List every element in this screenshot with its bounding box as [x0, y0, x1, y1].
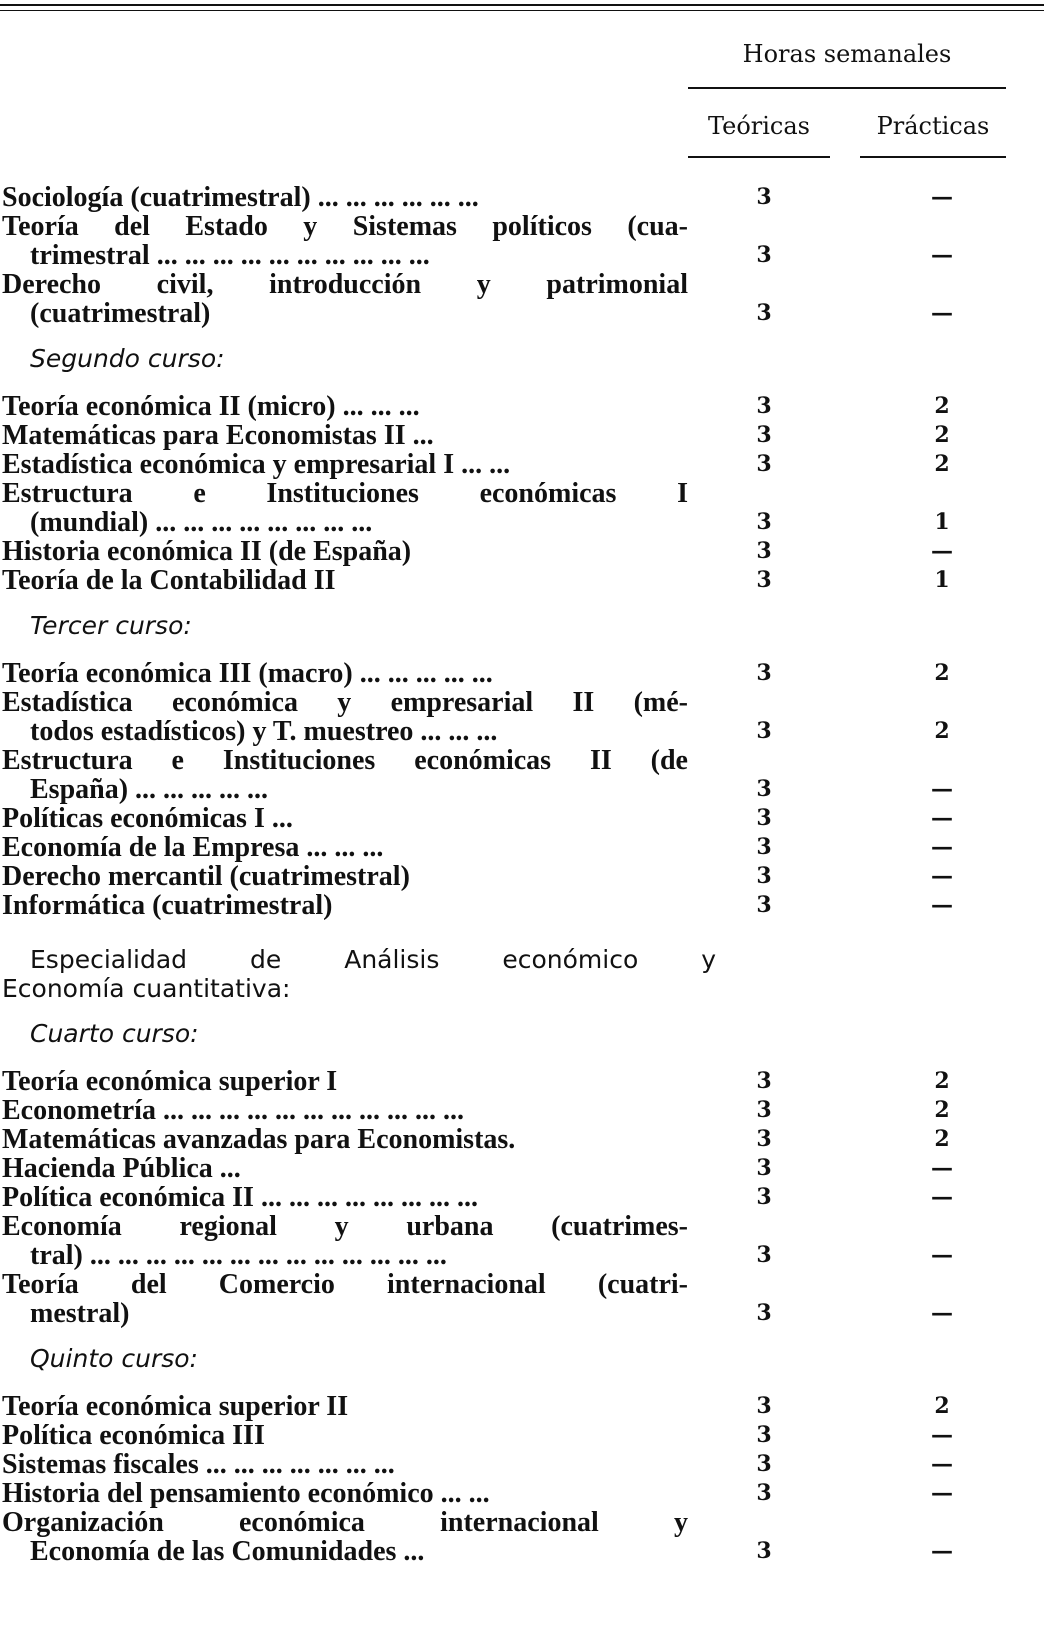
- subject-name: Historia del pensamiento económico ... ...: [2, 1479, 490, 1508]
- practicas-hours: 2: [934, 393, 950, 419]
- course-heading: Cuarto curso:: [30, 1019, 199, 1048]
- practicas-hours: 2: [934, 1126, 950, 1152]
- course-heading: Quinto curso:: [30, 1344, 198, 1373]
- teoricas-hours: 3: [756, 1097, 772, 1123]
- subject-name: Historia económica II (de España): [2, 537, 412, 566]
- table-row: [2, 270, 1006, 328]
- practicas-rule: [860, 156, 1006, 158]
- practicas-hours: —: [931, 834, 953, 860]
- practicas-hours: —: [931, 863, 953, 889]
- teoricas-hours: 3: [756, 567, 772, 593]
- practicas-hours: 2: [934, 1097, 950, 1123]
- subject-name: Economía regional y urbana (cuatrimes-: [2, 1212, 688, 1241]
- teoricas-hours: 3: [756, 1538, 772, 1564]
- subject-name: Teoría económica III (macro) ... ... ... ... ...: [2, 659, 493, 688]
- subject-name: Informática (cuatrimestral): [2, 891, 333, 920]
- table-row: [2, 862, 1006, 891]
- subject-name: trimestral ... ... ... ... ... ... ... ... ... ...: [30, 241, 430, 270]
- table-row: [2, 659, 1006, 688]
- practicas-hours: —: [931, 538, 953, 564]
- subject-name: todos estadísticos) y T. muestreo ... ... ...: [30, 717, 498, 746]
- subject-name: Estructura e Instituciones económicas II (de: [2, 746, 688, 775]
- practicas-hours: —: [931, 805, 953, 831]
- table-row: [2, 1067, 1006, 1096]
- subject-name: (cuatrimestral): [30, 299, 211, 328]
- practicas-header: Prácticas: [876, 112, 990, 140]
- teoricas-hours: 3: [756, 509, 772, 535]
- subject-name: Teoría económica II (micro) ... ... ...: [2, 392, 420, 421]
- table-row: [2, 183, 1006, 212]
- subject-name: Teoría económica superior I: [2, 1067, 338, 1096]
- practicas-hours: 2: [934, 451, 950, 477]
- teoricas-hours: 3: [756, 863, 772, 889]
- table-row: [2, 1183, 1006, 1212]
- practicas-hours: 2: [934, 718, 950, 744]
- practicas-hours: —: [931, 184, 953, 210]
- practicas-hours: —: [931, 1538, 953, 1564]
- practicas-hours: —: [931, 1480, 953, 1506]
- subject-name: mestral): [30, 1299, 130, 1328]
- practicas-hours: 2: [934, 1068, 950, 1094]
- table-row: [2, 1125, 1006, 1154]
- practicas-hours: 2: [934, 422, 950, 448]
- subject-name: Política económica II ... ... ... ... ... ... ... ...: [2, 1183, 478, 1212]
- practicas-hours: —: [931, 1155, 953, 1181]
- practicas-hours: 1: [934, 509, 950, 535]
- subject-name: Economía de la Empresa ... ... ...: [2, 833, 384, 862]
- teoricas-hours: 3: [756, 422, 772, 448]
- course-table: [2, 183, 1006, 1566]
- table-row: [2, 450, 1006, 479]
- subject-name: Teoría del Comercio internacional (cuatri-: [2, 1270, 688, 1299]
- practicas-hours: —: [931, 1184, 953, 1210]
- subject-name: Sociología (cuatrimestral) ... ... ... ... ... ...: [2, 183, 479, 212]
- table-row: [2, 1450, 1006, 1479]
- practicas-hours: 2: [934, 1393, 950, 1419]
- practicas-hours: —: [931, 1422, 953, 1448]
- subject-name: Teoría económica superior II: [2, 1392, 349, 1421]
- teoricas-hours: 3: [756, 1126, 772, 1152]
- course-heading: Segundo curso:: [30, 344, 225, 373]
- subject-name: Estadística económica y empresarial I ... ...: [2, 450, 511, 479]
- table-row: [2, 392, 1006, 421]
- subject-name: tral) ... ... ... ... ... ... ... ... ... ... ... ... ...: [30, 1241, 447, 1270]
- subject-name: Teoría de la Contabilidad II: [2, 566, 336, 595]
- table-row: [2, 212, 1006, 270]
- subject-name: Teoría del Estado y Sistemas políticos (cua-: [2, 212, 688, 241]
- subject-name: Política económica III: [2, 1421, 265, 1450]
- teoricas-hours: 3: [756, 1242, 772, 1268]
- teoricas-hours: 3: [756, 393, 772, 419]
- teoricas-hours: 3: [756, 1422, 772, 1448]
- table-row: [2, 1421, 1006, 1450]
- table-row: [2, 1154, 1006, 1183]
- table-row: [2, 1096, 1006, 1125]
- teoricas-hours: 3: [756, 451, 772, 477]
- practicas-hours: —: [931, 300, 953, 326]
- subject-name: Matemáticas avanzadas para Economistas.: [2, 1125, 516, 1154]
- table-row: [2, 1212, 1006, 1270]
- table-row: [2, 804, 1006, 833]
- table-row: [2, 1479, 1006, 1508]
- teoricas-hours: 3: [756, 1300, 772, 1326]
- teoricas-hours: 3: [756, 660, 772, 686]
- course-heading: Tercer curso:: [30, 611, 192, 640]
- table-row: [2, 1392, 1006, 1421]
- subject-name: Sistemas fiscales ... ... ... ... ... ... ...: [2, 1450, 395, 1479]
- teoricas-hours: 3: [756, 184, 772, 210]
- practicas-hours: —: [931, 1300, 953, 1326]
- table-row: [2, 537, 1006, 566]
- teoricas-rule: [688, 156, 830, 158]
- teoricas-hours: 3: [756, 1184, 772, 1210]
- subject-name: Estadística económica y empresarial II (mé-: [2, 688, 688, 717]
- teoricas-hours: 3: [756, 1068, 772, 1094]
- subject-name: Econometría ... ... ... ... ... ... ... ... ... ... ...: [2, 1096, 464, 1125]
- subject-name: (mundial) ... ... ... ... ... ... ... ...: [30, 508, 373, 537]
- teoricas-hours: 3: [756, 834, 772, 860]
- practicas-hours: —: [931, 1451, 953, 1477]
- teoricas-hours: 3: [756, 242, 772, 268]
- header-rule: [688, 87, 1006, 89]
- practicas-hours: 1: [934, 567, 950, 593]
- table-row: [2, 566, 1006, 595]
- subject-name: Derecho mercantil (cuatrimestral): [2, 862, 410, 891]
- table-row: [2, 479, 1006, 537]
- subject-name: Hacienda Pública ...: [2, 1154, 241, 1183]
- teoricas-hours: 3: [756, 538, 772, 564]
- top-rule-2: [0, 10, 1044, 11]
- practicas-hours: —: [931, 1242, 953, 1268]
- top-rule: [0, 4, 1044, 6]
- practicas-hours: —: [931, 242, 953, 268]
- table-row: [2, 1508, 1006, 1566]
- subject-name: Economía de las Comunidades ...: [30, 1537, 425, 1566]
- teoricas-hours: 3: [756, 892, 772, 918]
- practicas-hours: 2: [934, 660, 950, 686]
- subject-name: Organización económica internacional y: [2, 1508, 688, 1537]
- teoricas-header: Teóricas: [707, 112, 810, 140]
- teoricas-hours: 3: [756, 776, 772, 802]
- subject-name: Políticas económicas I ...: [2, 804, 293, 833]
- teoricas-hours: 3: [756, 718, 772, 744]
- subject-name: Estructura e Instituciones económicas I: [2, 479, 688, 508]
- teoricas-hours: 3: [756, 1480, 772, 1506]
- table-row: [2, 891, 1006, 920]
- table-row: [2, 1270, 1006, 1328]
- table-row: [2, 421, 1006, 450]
- teoricas-hours: 3: [756, 300, 772, 326]
- table-row: [2, 746, 1006, 804]
- teoricas-hours: 3: [756, 805, 772, 831]
- practicas-hours: —: [931, 776, 953, 802]
- subject-name: España) ... ... ... ... ...: [30, 775, 269, 804]
- table-row: [2, 688, 1006, 746]
- horas-semanales-header: Horas semanales: [742, 40, 952, 68]
- table-row: [2, 833, 1006, 862]
- specialty-line: Especialidad de Análisis económico y: [30, 945, 716, 974]
- subject-name: Derecho civil, introducción y patrimonial: [2, 270, 688, 299]
- teoricas-hours: 3: [756, 1451, 772, 1477]
- practicas-hours: —: [931, 892, 953, 918]
- teoricas-hours: 3: [756, 1155, 772, 1181]
- subject-name: Matemáticas para Economistas II ...: [2, 421, 434, 450]
- specialty-heading: [2, 945, 1006, 1003]
- specialty-line: Economía cuantitativa:: [2, 974, 291, 1003]
- teoricas-hours: 3: [756, 1393, 772, 1419]
